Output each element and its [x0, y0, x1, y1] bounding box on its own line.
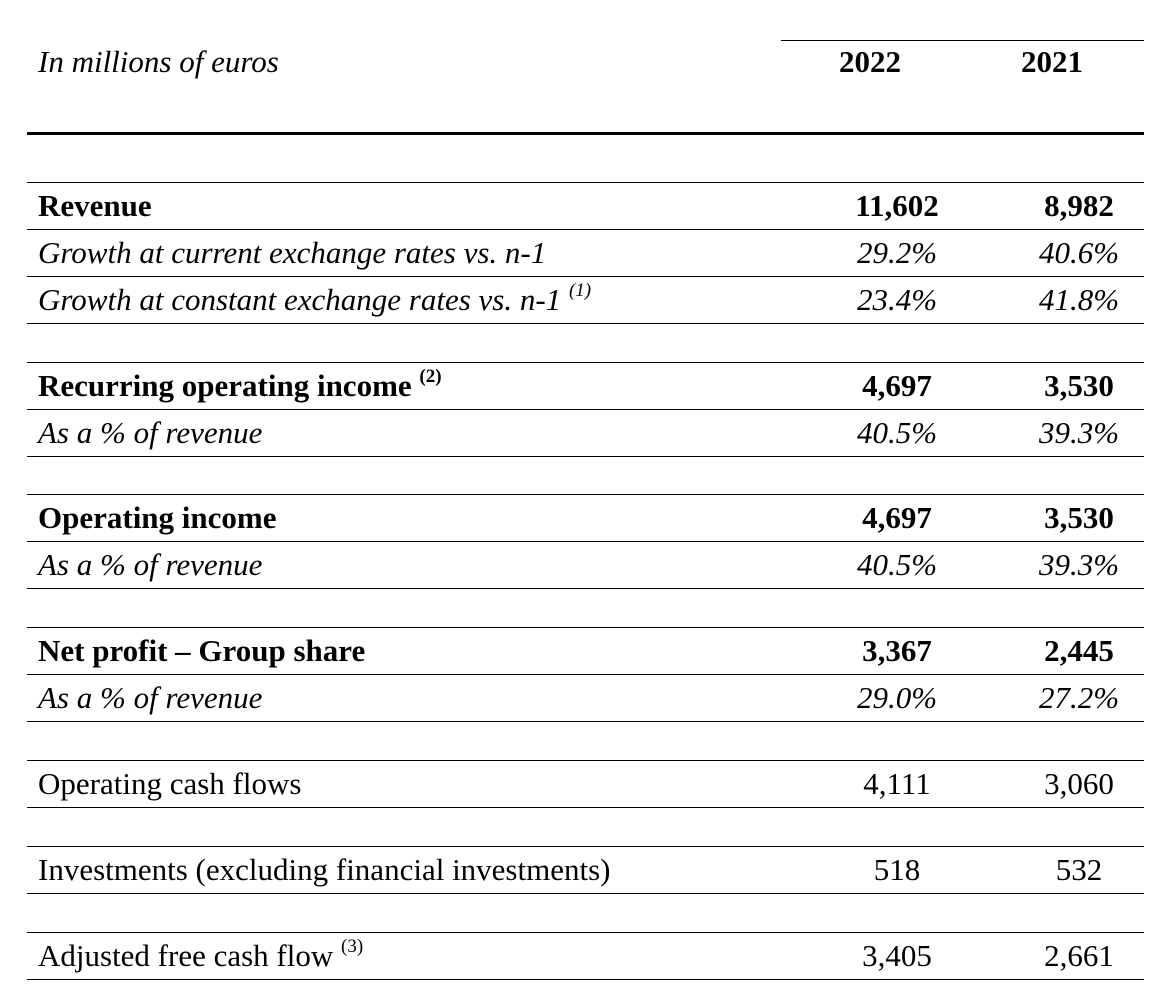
value-2022: 4,697 — [862, 368, 932, 403]
value-2021: 41.8% — [1038, 282, 1120, 317]
footnote-ref: (1) — [568, 279, 592, 301]
value-2022: 3,367 — [862, 633, 932, 668]
value-2022: 518 — [873, 852, 921, 887]
value-2021: 532 — [1055, 852, 1103, 887]
value-2022: 11,602 — [855, 188, 939, 223]
value-2021: 2,445 — [1044, 633, 1114, 668]
table-row-investments — [27, 846, 1144, 894]
value-2021: 27.2% — [1038, 680, 1120, 715]
row-label: As a % of revenue — [38, 547, 263, 582]
table-row-net-margin — [27, 675, 1144, 722]
row-label: As a % of revenue — [38, 680, 263, 715]
value-2021: 3,530 — [1044, 368, 1114, 403]
table-row-growth-constant — [27, 277, 1144, 324]
header-bottom-rule — [27, 132, 1144, 135]
value-2021: 3,530 — [1044, 500, 1114, 535]
row-label: Growth at constant exchange rates vs. n-1 $^{(1)}$ — [38, 279, 592, 317]
footnote-ref: (2) — [419, 365, 442, 387]
value-2021: 39.3% — [1038, 547, 1120, 582]
table-row-revenue — [27, 182, 1144, 230]
value-2022: 29.2% — [856, 235, 938, 270]
value-2022: 4,697 — [862, 500, 932, 535]
row-label: Investments (excluding financial investments) — [38, 852, 611, 887]
row-label: Adjusted free cash flow $^{(3)}$ — [38, 935, 364, 973]
row-label: Operating cash flows — [38, 766, 302, 801]
table-row-growth-current — [27, 230, 1144, 277]
value-2021: 3,060 — [1044, 766, 1114, 801]
value-2022: 4,111 — [863, 766, 931, 801]
row-label: Recurring operating income $^{(2)}$ — [38, 365, 442, 403]
table-row-operating-margin — [27, 542, 1144, 589]
value-2022: 40.5% — [856, 415, 938, 450]
column-header-2022: 2022 — [839, 44, 901, 79]
row-label: Net profit – Group share — [38, 633, 366, 668]
table-row-operating-income — [27, 494, 1144, 542]
footnote-ref: (3) — [341, 935, 364, 957]
value-2022: 40.5% — [856, 547, 938, 582]
table-row-adjusted-free-cash-flow — [27, 932, 1144, 980]
row-label: Revenue — [38, 188, 152, 223]
header-top-rule — [781, 40, 1144, 41]
value-2021: 2,661 — [1044, 938, 1114, 973]
table-row-net-profit — [27, 627, 1144, 675]
value-2022: 23.4% — [856, 282, 938, 317]
column-header-2021: 2021 — [1021, 44, 1083, 79]
table-row-operating-cash-flows — [27, 760, 1144, 808]
row-label: Growth at current exchange rates vs. n-1 — [38, 235, 547, 270]
value-2021: 8,982 — [1044, 188, 1114, 223]
value-2021: 39.3% — [1038, 415, 1120, 450]
value-2022: 3,405 — [862, 938, 932, 973]
value-2022: 29.0% — [856, 680, 938, 715]
row-label: As a % of revenue — [38, 415, 263, 450]
table-row-recurring-margin — [27, 410, 1144, 457]
row-label: Operating income — [38, 500, 277, 535]
units-caption: In millions of euros — [38, 44, 279, 79]
value-2021: 40.6% — [1038, 235, 1120, 270]
table-row-recurring-operating-income — [27, 362, 1144, 410]
